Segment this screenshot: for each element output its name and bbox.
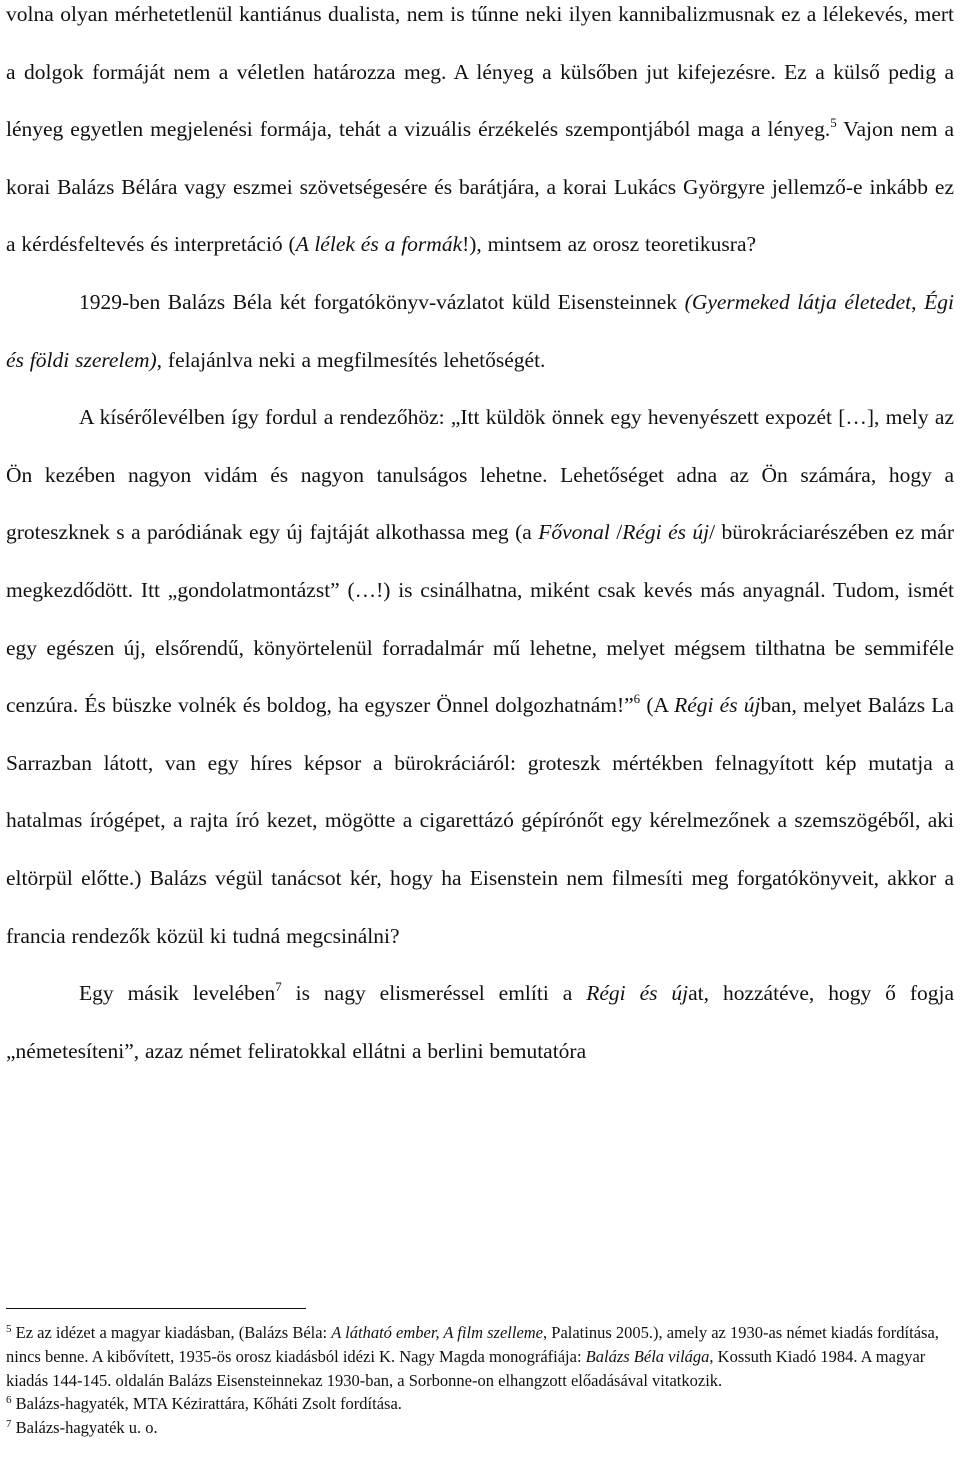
text-run: is nagy elismeréssel említi a — [281, 981, 587, 1006]
italic-text: Égi és földi szerelem) — [6, 289, 954, 372]
italic-text: Régi és új — [586, 981, 689, 1006]
footnote-number: 6 — [6, 1394, 12, 1407]
italic-text: (Gyermeked látja életedet — [684, 289, 912, 314]
footnote-ref: 7 — [275, 979, 282, 995]
text-run: Vajon nem a korai Balázs Bélára vagy eszmei szövetségesére és barátjára, a korai Lukács Györgyre jellemző-e inkább ez a kérdésfeltevés és interpretáció ( — [6, 117, 954, 257]
text-run: Balázs-hagyaték, MTA Kézirattára, Kőháti Zsolt fordítása. — [11, 1394, 402, 1414]
italic-text: Régi és új — [622, 520, 710, 545]
text-run: (A — [640, 693, 675, 718]
text-run: , Palatinus 2005.), amely az 1930-as német kiadás fordítása, nincs benne. A kibővített, 1935-ös orosz kiadásból idézi K. Nagy Magda monográfiája: — [6, 1323, 939, 1366]
page-body — [6, 0, 954, 1080]
text-run: Ez az idézet a magyar kiadásban, (Balázs Béla: — [11, 1323, 332, 1342]
text-run: Egy másik levelében — [79, 981, 276, 1006]
text-run: ban, melyet Balázs La Sarrazban látott, van egy híres képsor a bürokráciáról: groteszk mértékben felnagyított kép mutatja a hatalmas írógépet, a rajta író kezet, mögötte a cigarettázó gépírónőt egy kérelmezőnek a szemszögéből, aki eltörpül előtte.) Balázs végül tanácsot kér, hogy ha Eisenstein nem filmesíti meg forgatókönyveit, akkor a francia rendezők közül ki tudná megcsinálni? — [6, 693, 954, 948]
footnote — [6, 1416, 954, 1440]
text-run: / — [609, 520, 623, 545]
text-run: , felajánlva neki a megfilmesítés lehetőségét. — [156, 347, 546, 372]
paragraph — [6, 0, 954, 274]
italic-text: Régi és új — [674, 693, 761, 718]
footnote — [6, 1321, 954, 1392]
footnote-number: 7 — [6, 1418, 12, 1431]
text-run: A kísérőlevélben így fordul a rendezőhöz: „Itt küldök önnek egy hevenyészett expozét […], mely az Ön kezében nagyon vidám és nagyon tanulságos lehetne. Lehetőséget adna az Ön számára, hogy a groteszknek s a paródiának egy új fajtáját alkothassa meg (a — [6, 405, 954, 545]
text-run: 1929-ben Balázs Béla két forgatókönyv-vázlatot küld Eisensteinnek — [79, 289, 685, 314]
footnote-ref: 5 — [830, 115, 837, 131]
paragraph — [6, 274, 954, 389]
footnote-ref: 6 — [633, 691, 641, 707]
text-run: Balázs-hagyaték u. o. — [11, 1418, 158, 1438]
footnote — [6, 1392, 954, 1416]
italic-text: A lélek és a formák — [295, 232, 463, 257]
text-run: / bürokráciarészében ez már megkezdődött. Itt „gondolatmontázst” (…!) is csinálhatna, miként csak kevés más anyagnál. Tudom, ismét egy egészen új, elsőrendű, könyörtelenül forradalmár mű lehetne, melyet mégsem tilthatna be semmiféle cenzúra. És büszke volnék és boldog, ha egyszer Önnel dolgozhatnám!” — [6, 520, 954, 718]
text-run: volna olyan mérhetetlenül kantiánus dualista, nem is tűnne neki ilyen kannibalizmusnak ez a lélekevés, mert a dolgok formáját nem a véletlen határozza meg. A lényeg a külsőben jut kifejezésre. Ez a külső pedig a lényeg egyetlen megjelenési formája, tehát a vizuális érzékelés szempontjából maga a lényeg. — [6, 2, 954, 142]
paragraph — [6, 389, 954, 965]
italic-text: A látható ember, A film szelleme — [331, 1323, 544, 1342]
italic-text: Balázs Béla világa — [585, 1346, 710, 1366]
text-run: , Kossuth Kiadó 1984. A magyar kiadás 144-145. oldalán Balázs Eisensteinnekaz 1930-ban, a Sorbonne-on elhangzott előadásával vitatkozik. — [6, 1346, 926, 1390]
footnotes — [6, 1308, 954, 1440]
text-run: , — [911, 289, 925, 314]
text-run: !), mintsem az orosz teoretikusra? — [462, 232, 757, 257]
footnote-separator — [6, 1308, 306, 1309]
footnote-number: 5 — [6, 1323, 12, 1335]
italic-text: Fővonal — [538, 520, 610, 545]
text-run: at, hozzátéve, hogy ő fogja „németesíteni”, azaz német feliratokkal ellátni a berlini bemutatóra — [6, 981, 954, 1063]
paragraph — [6, 965, 954, 1080]
